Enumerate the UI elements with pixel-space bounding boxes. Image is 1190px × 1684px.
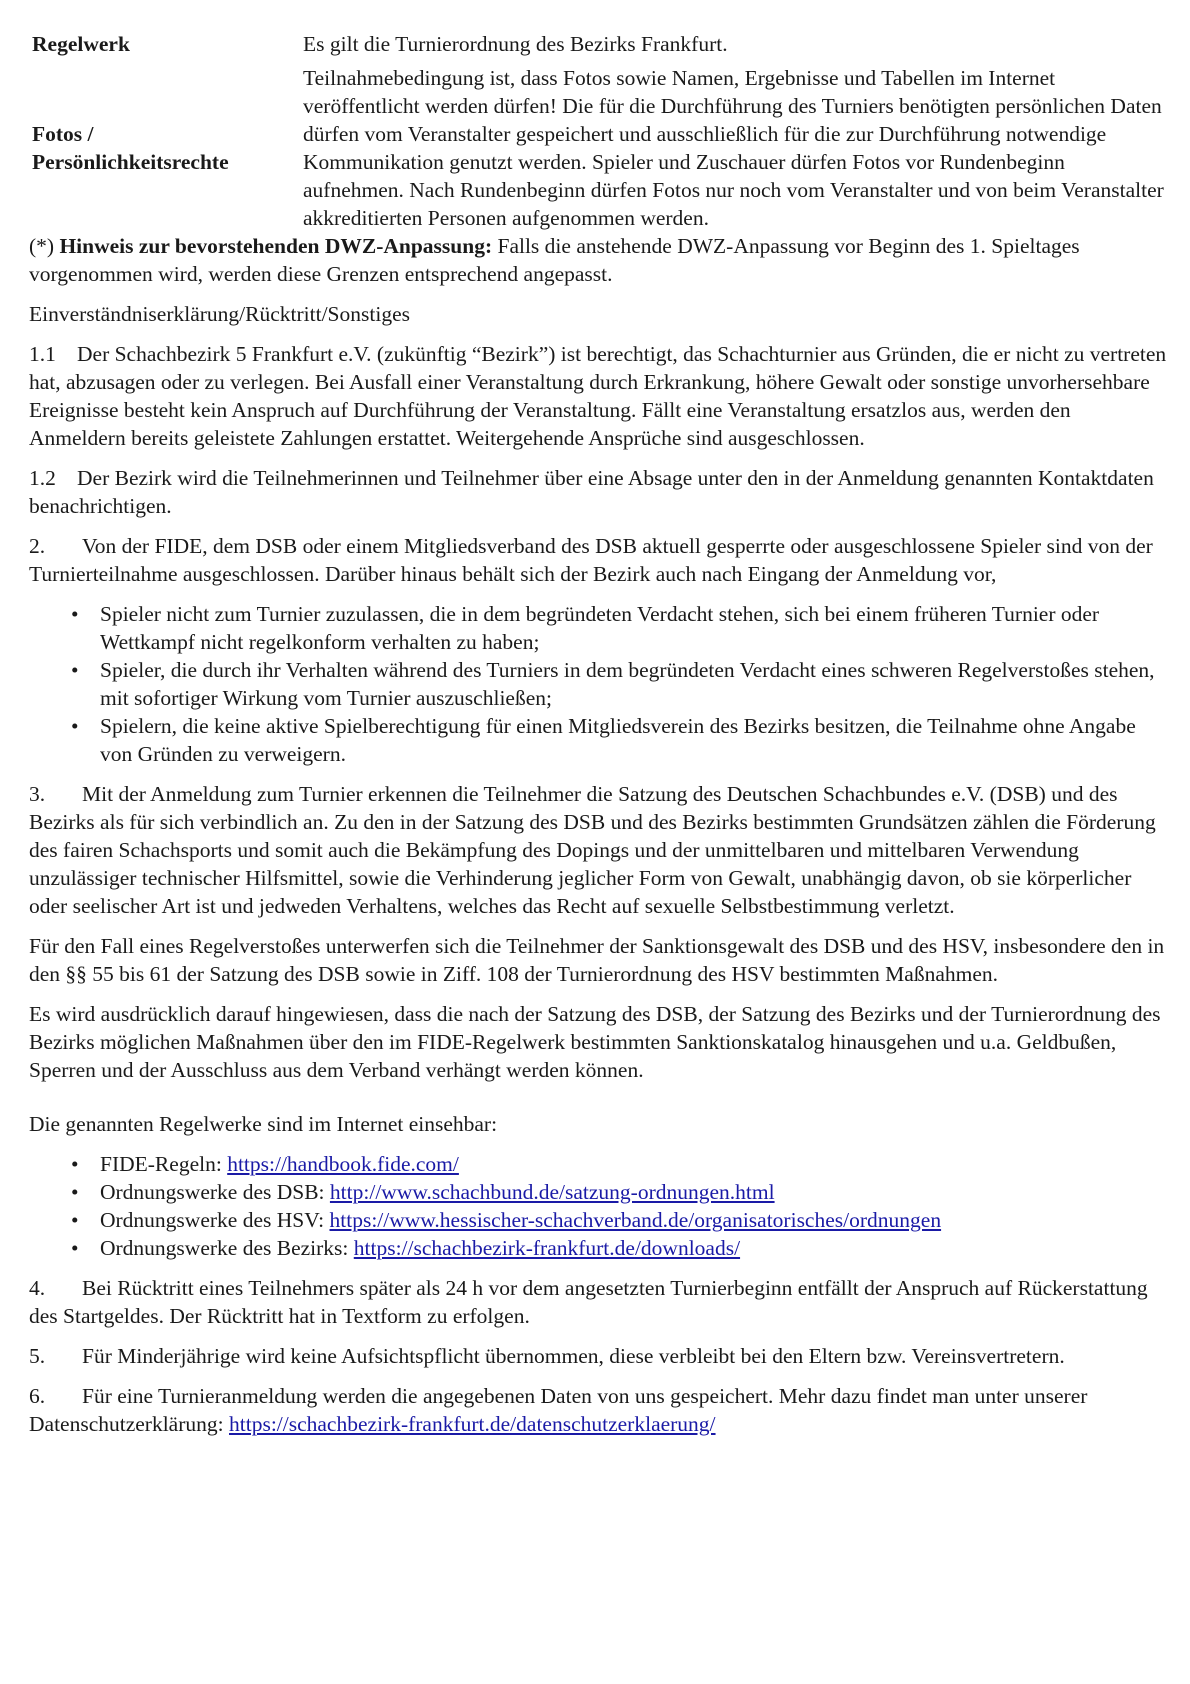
rules-links-list xyxy=(29,1150,1169,1262)
paragraph-number: 1.2 xyxy=(29,466,56,490)
hsv-rules-link[interactable]: https://www.hessischer-schachverband.de/organisatorisches/ordnungen xyxy=(329,1208,942,1232)
paragraph-number: 5. xyxy=(29,1344,46,1368)
dsb-rules-link[interactable]: http://www.schachbund.de/satzung-ordnungen.html xyxy=(329,1180,775,1204)
exclusion-list xyxy=(29,600,1169,768)
privacy-policy-link[interactable]: https://schachbezirk-frankfurt.de/datenschutzerklaerung/ xyxy=(229,1412,716,1436)
section-title: Einverständniserklärung/Rücktritt/Sonstiges xyxy=(29,302,410,326)
paragraph-text: Der Bezirk wird die Teilnehmerinnen und Teilnehmer über eine Absage unter den in der Anmeldung genannten Kontaktdaten benachrichtigen. xyxy=(29,466,1154,518)
note-prefix: (*) xyxy=(29,234,60,258)
paragraph-number: 1.1 xyxy=(29,342,56,366)
list-item: • Spieler, die durch ihr Verhalten während des Turniers in dem begründeten Verdacht eines schweren Regelverstoßes stehen, mit sofortiger Wirkung vom Turnier auszuschließen; xyxy=(100,656,1169,712)
paragraph-number: 2. xyxy=(29,534,46,558)
bezirk-downloads-link[interactable]: https://schachbezirk-frankfurt.de/downloads/ xyxy=(353,1236,741,1260)
paragraph-1-1 xyxy=(29,340,1169,452)
paragraph-3-sanctions: Für den Fall eines Regelverstoßes unterwerfen sich die Teilnehmer der Sanktionsgewalt des DSB und des HSV, insbesondere den in den §§ 55 bis 61 der Satzung des DSB sowie in Ziff. 108 der Turnierordnung des HSV bestimmten Maßnahmen. xyxy=(29,934,1165,986)
list-item xyxy=(100,1150,1169,1178)
note-bold: Hinweis zur bevorstehenden DWZ-Anpassung: xyxy=(59,234,493,258)
fide-rules-link[interactable]: https://handbook.fide.com/ xyxy=(227,1152,459,1176)
links-intro: Die genannten Regelwerke sind im Internet einsehbar: xyxy=(29,1112,498,1136)
list-item: • Spieler nicht zum Turnier zuzulassen, die in dem begründeten Verdacht stehen, sich bei einem früheren Turnier oder Wettkampf nicht regelkonform verhalten zu haben; xyxy=(100,600,1169,656)
paragraph-2 xyxy=(29,532,1169,588)
paragraph-text: Von der FIDE, dem DSB oder einem Mitgliedsverband des DSB aktuell gesperrte oder ausgeschlossene Spieler sind von der Turnierteilnahme ausgeschlossen. Darüber hinaus behält sich der Bezirk auch nach Eingang der Anmeldung vor, xyxy=(29,534,1153,586)
fotos-label-line1: Fotos / xyxy=(32,122,94,146)
paragraph-1-2 xyxy=(29,464,1169,520)
note-text: Falls die anstehende DWZ-Anpassung vor Beginn des 1. Spieltages vorgenommen wird, werden diese Grenzen entsprechend angepasst. xyxy=(29,234,1080,286)
paragraph-3-notice: Es wird ausdrücklich darauf hingewiesen, dass die nach der Satzung des DSB, der Satzung des Bezirks und der Turnierordnung des Bezirks möglichen Maßnahmen über den im FIDE-Regelwerk bestimmten Sanktionskatalog hinausgehen und u.a. Geldbußen, Sperren und der Ausschluss aus dem Verband verhängt werden können. xyxy=(29,1002,1161,1082)
link-label: FIDE-Regeln: xyxy=(100,1152,228,1176)
list-item xyxy=(100,1206,1169,1234)
paragraph-number: 6. xyxy=(29,1384,46,1408)
dwz-note xyxy=(29,232,1169,288)
paragraph-4 xyxy=(29,1274,1169,1330)
paragraph-text: Für Minderjährige wird keine Aufsichtspflicht übernommen, diese verbleibt bei den Eltern bzw. Vereinsvertretern. xyxy=(82,1344,1065,1368)
table-row-fotos xyxy=(29,64,1169,232)
link-label: Ordnungswerke des Bezirks: xyxy=(100,1236,354,1260)
paragraph-number: 4. xyxy=(29,1276,46,1300)
paragraph-text: Mit der Anmeldung zum Turnier erkennen die Teilnehmer die Satzung des Deutschen Schachbundes e.V. (DSB) und des Bezirks als für sich verbindlich an. Zu den in der Satzung des DSB und des Bezirks bestimmten Grundsätzen zählen die Förderung des fairen Schachsports und somit auch die Bekämpfung des Dopings und der unmittelbaren und mittelbaren Verwendung unzulässiger technischer Hilfsmittel, sowie die Verhinderung jeglicher Form von Gewalt, unabhängig davon, ob sie körperlicher oder seelischer Art ist und jedweden Verhaltens, welches das Recht auf sexuelle Selbstbestimmung verletzt. xyxy=(29,782,1156,918)
regelwerk-label: Regelwerk xyxy=(32,32,130,56)
fotos-label xyxy=(29,64,303,232)
paragraph-3 xyxy=(29,780,1169,920)
document-content xyxy=(29,30,1169,1438)
link-label: Ordnungswerke des HSV: xyxy=(100,1208,330,1232)
paragraph-text: Für eine Turnieranmeldung werden die angegebenen Daten von uns gespeichert. Mehr dazu findet man unter unserer Datenschutzerklärung: xyxy=(29,1384,1088,1436)
paragraph-number: 3. xyxy=(29,782,46,806)
info-table xyxy=(29,30,1169,232)
table-row-regelwerk xyxy=(29,30,1169,64)
paragraph-text: Bei Rücktritt eines Teilnehmers später als 24 h vor dem angesetzten Turnierbeginn entfällt der Anspruch auf Rückerstattung des Startgeldes. Der Rücktritt hat in Textform zu erfolgen. xyxy=(29,1276,1148,1328)
regelwerk-value: Es gilt die Turnierordnung des Bezirks Frankfurt. xyxy=(303,32,728,56)
list-item: • Spielern, die keine aktive Spielberechtigung für einen Mitgliedsverein des Bezirks besitzen, die Teilnahme ohne Angabe von Gründen zu verweigern. xyxy=(100,712,1169,768)
list-item xyxy=(100,1234,1169,1262)
fotos-label-line2: Persönlichkeitsrechte xyxy=(32,150,229,174)
list-item xyxy=(100,1178,1169,1206)
fotos-value: Teilnahmebedingung ist, dass Fotos sowie Namen, Ergebnisse und Tabellen im Internet veröffentlicht werden dürfen! Die für die Durchführung des Turniers benötigten persönlichen Daten dürfen vom Veranstalter gespeichert und ausschließlich für die zur Durchführung notwendige Kommunikation genutzt werden. Spieler und Zuschauer dürfen Fotos vor Rundenbeginn aufnehmen. Nach Rundenbeginn dürfen Fotos nur noch vom Veranstalter und von beim Veranstalter akkreditierten Personen aufgenommen werden. xyxy=(303,66,1164,230)
paragraph-text: Der Schachbezirk 5 Frankfurt e.V. (zukünftig “Bezirk”) ist berechtigt, das Schachturnier aus Gründen, die er nicht zu vertreten hat, abzusagen oder zu verlegen. Bei Ausfall einer Veranstaltung durch Erkrankung, höhere Gewalt oder sonstige unvorhersehbare Ereignisse besteht kein Anspruch auf Durchführung der Veranstaltung. Fällt eine Veranstaltung ersatzlos aus, werden den Anmeldern bereits geleistete Zahlungen erstattet. Weitergehende Ansprüche sind ausgeschlossen. xyxy=(29,342,1167,450)
link-label: Ordnungswerke des DSB: xyxy=(100,1180,330,1204)
paragraph-6 xyxy=(29,1382,1169,1438)
paragraph-5 xyxy=(29,1342,1169,1370)
